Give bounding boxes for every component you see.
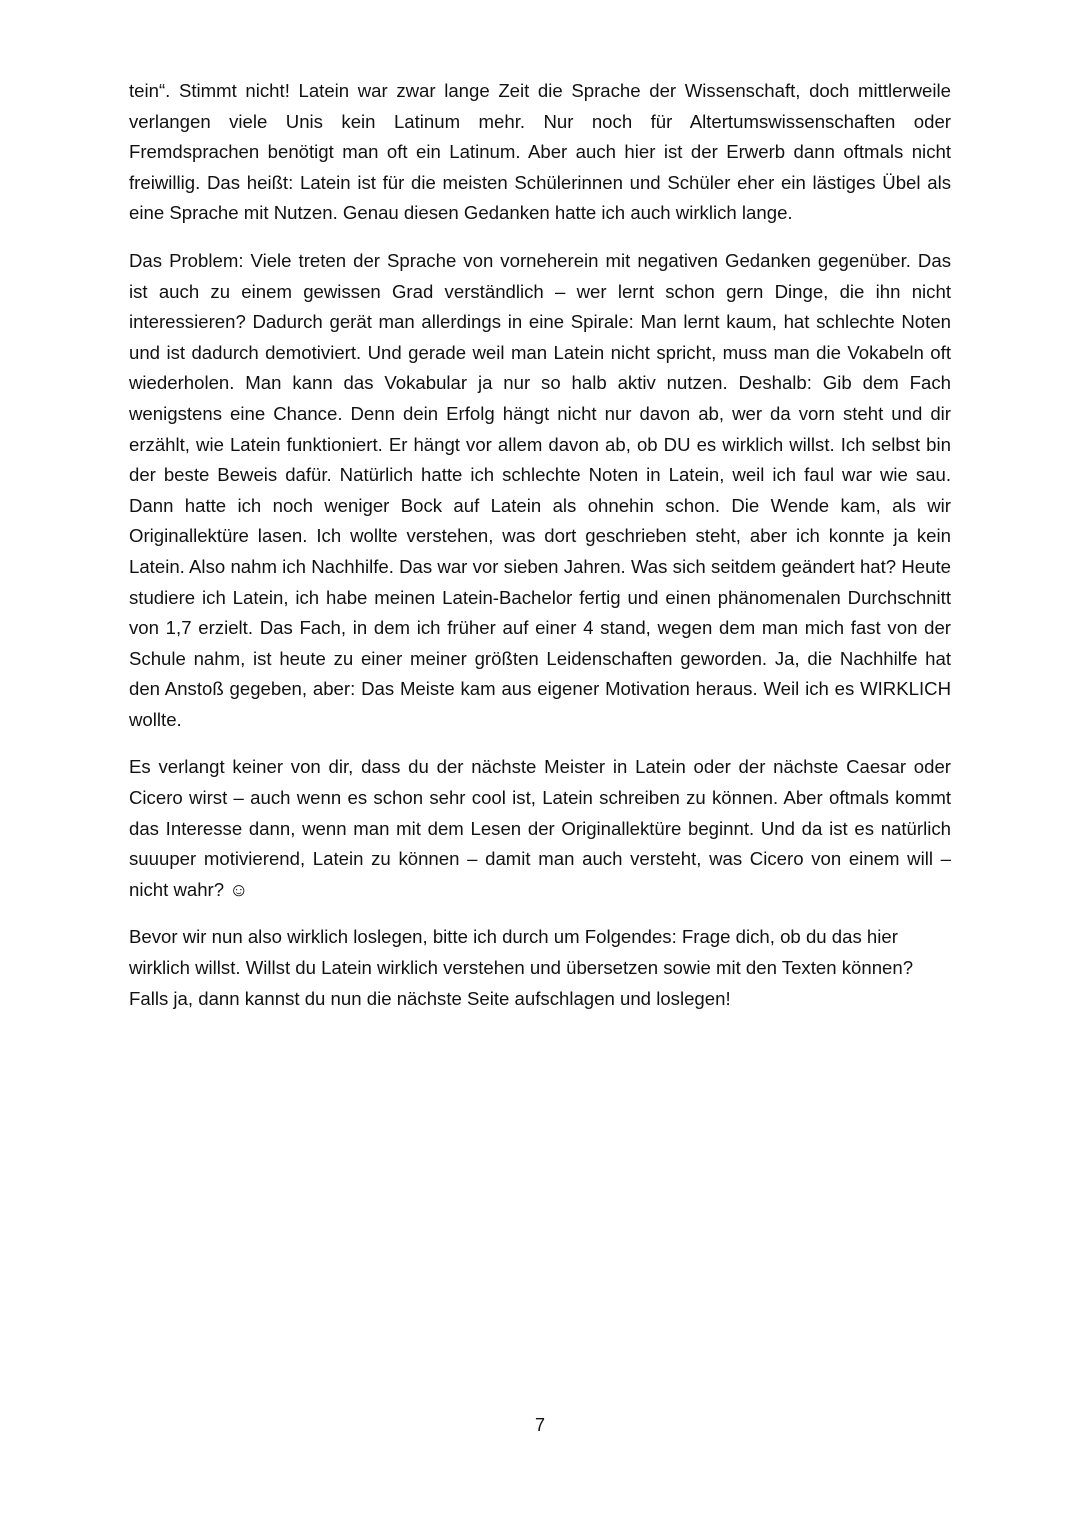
paragraph-continuation: tein“. Stimmt nicht! Latein war zwar lange Zeit die Sprache der Wissenschaft, doch mittlerweile verlangen viele Unis kein Latinum mehr. Nur noch für Altertumswissenschaften oder Fremdsprachen benötigt man oft ein Latinum. Aber auch hier ist der Erwerb dann oftmals nicht freiwillig. Das heißt: Latein ist für die meisten Schülerinnen und Schüler eher ein lästiges Übel als eine Sprache mit Nutzen. Genau diesen Gedanken hatte ich auch wirklich lange. <box>129 80 951 224</box>
page-body <box>129 76 951 1031</box>
page-number: 7 <box>534 1415 545 1435</box>
paragraph-problem: Das Problem: Viele treten der Sprache von vorneherein mit negativen Gedanken gegenüber. Das ist auch zu einem gewissen Grad verständlich – wer lernt schon gern Dinge, die ihn nicht interessieren? Dadurch gerät man allerdings in eine Spirale: Man lernt kaum, hat schlechte Noten und ist dadurch demotiviert. Und gerade weil man Latein nicht spricht, muss man die Vokabeln oft wiederholen. Man kann das Vokabular ja nur so halb aktiv nutzen. Deshalb: Gib dem Fach wenigstens eine Chance. Denn dein Erfolg hängt nicht nur davon ab, wer da vorn steht und dir erzählt, wie Latein funktioniert. Er hängt vor allem davon ab, ob DU es wirklich willst. Ich selbst bin der beste Beweis dafür. Natürlich hatte ich schlechte Noten in Latein, weil ich faul war wie sau. Dann hatte ich noch weniger Bock auf Latein als ohnehin schon. Die Wende kam, als wir Originallektüre lasen. Ich wollte verstehen, was dort geschrieben steht, aber ich konnte ja kein Latein. Also nahm ich Nachhilfe. Das war vor sieben Jahren. Was sich seitdem geändert hat? Heute studiere ich Latein, ich habe meinen Latein-Bachelor fertig und einen phänomenalen Durchschnitt von 1,7 erzielt. Das Fach, in dem ich früher auf einer 4 stand, wegen dem man mich fast von der Schule nahm, ist heute zu einer meiner größten Leidenschaften geworden. Ja, die Nachhilfe hat den Anstoß gegeben, aber: Das Meiste kam aus eigener Motivation heraus. Weil ich es WIRKLICH wollte. <box>129 249 951 730</box>
paragraph-expectations: Es verlangt keiner von dir, dass du der nächste Meister in Latein oder der nächste Caesar oder Cicero wirst – auch wenn es schon sehr cool ist, Latein schreiben zu können. Aber oftmals kommt das Interesse dann, wenn man mit dem Lesen der Originallektüre beginnt. Und da ist es natürlich suuuper motivierend, Latein zu können – damit man auch versteht, was Cicero von einem will – nicht wahr? ☺ <box>129 756 951 900</box>
paragraph-closing-question: Bevor wir nun also wirklich loslegen, bitte ich durch um Folgendes: Frage dich, ob du das hier wirklich willst. Willst du Latein wirklich verstehen und übersetzen sowie mit den Texten können? Falls ja, dann kannst du nun die nächste Seite aufschlagen und loslegen! <box>129 926 914 1009</box>
